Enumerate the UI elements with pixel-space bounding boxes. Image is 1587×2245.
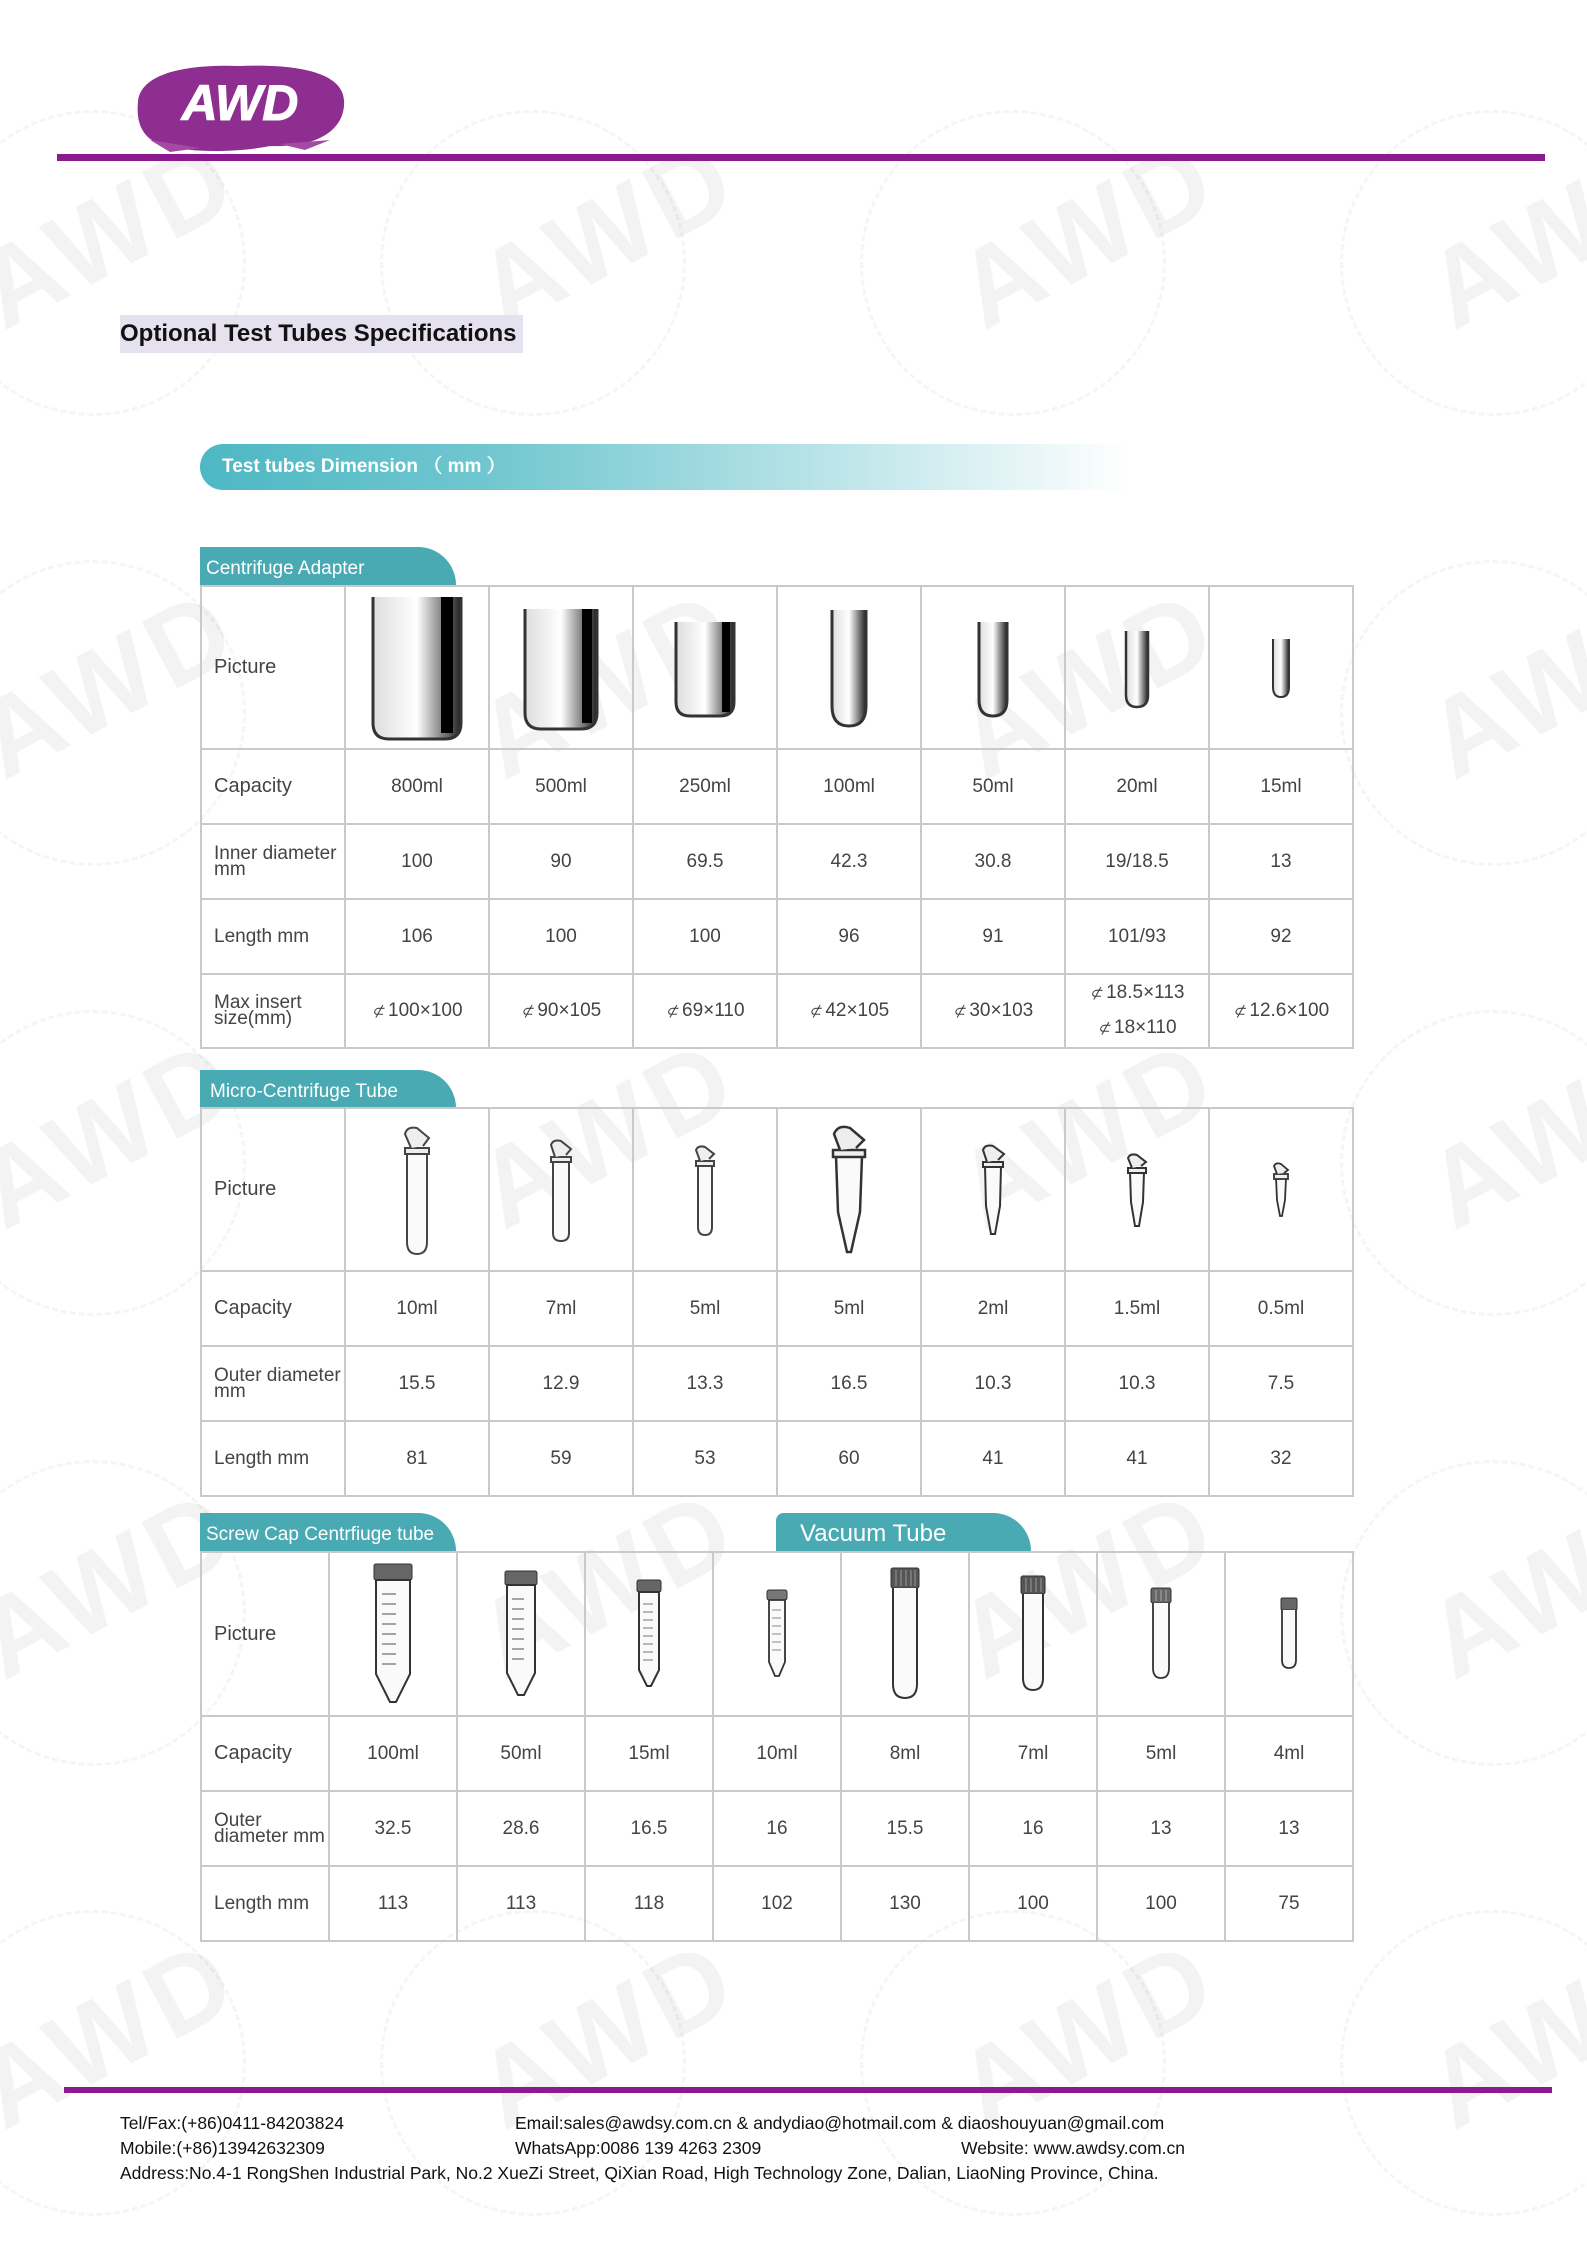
max-insert-value: ⊄ 12.6×100 bbox=[1209, 974, 1353, 1048]
tube-image bbox=[489, 1108, 633, 1271]
page-title: Optional Test Tubes Specifications bbox=[120, 315, 523, 353]
diameter-symbol: ⊄ bbox=[371, 1003, 385, 1020]
tube-image bbox=[921, 1108, 1065, 1271]
screw-vacuum-table bbox=[200, 1551, 1354, 1942]
footer-mobile: Mobile:(+86)13942632309 bbox=[120, 2138, 325, 2158]
diameter-symbol: ⊄ bbox=[808, 1003, 822, 1020]
length-value: 81 bbox=[345, 1421, 489, 1496]
length-value: 100 bbox=[489, 899, 633, 974]
max-insert-value: ⊄ 30×103 bbox=[921, 974, 1065, 1048]
length-value: 41 bbox=[921, 1421, 1065, 1496]
inner-diameter-value: 13 bbox=[1209, 824, 1353, 899]
max-insert-value: ⊄ 100×100 bbox=[345, 974, 489, 1048]
footer-rule bbox=[64, 2087, 1552, 2093]
outer-diameter-value: 10.3 bbox=[921, 1346, 1065, 1421]
capacity-value: 20ml bbox=[1065, 749, 1209, 824]
diameter-symbol: ⊄ bbox=[665, 1003, 679, 1020]
outer-diameter-value: 12.9 bbox=[489, 1346, 633, 1421]
outer-diameter-value: 13 bbox=[1097, 1791, 1225, 1866]
outer-diameter-value: 7.5 bbox=[1209, 1346, 1353, 1421]
length-value: 100 bbox=[633, 899, 777, 974]
tube-image bbox=[1065, 586, 1209, 749]
outer-diameter-value: 16.5 bbox=[777, 1346, 921, 1421]
tube-image bbox=[1209, 586, 1353, 749]
max-insert-value: ⊄ 69×110 bbox=[633, 974, 777, 1048]
inner-diameter-value: 42.3 bbox=[777, 824, 921, 899]
awd-logo bbox=[130, 62, 350, 157]
row-label-picture: Picture bbox=[201, 586, 345, 749]
row-label-length: Length mm bbox=[201, 899, 345, 974]
capacity-value: 15ml bbox=[585, 1716, 713, 1791]
length-value: 32 bbox=[1209, 1421, 1353, 1496]
tube-image bbox=[1225, 1552, 1353, 1716]
capacity-value: 800ml bbox=[345, 749, 489, 824]
header-rule bbox=[57, 154, 1545, 161]
inner-diameter-value: 100 bbox=[345, 824, 489, 899]
centrifuge-adapter-tab: Centrifuge Adapter bbox=[200, 547, 456, 585]
outer-diameter-value: 10.3 bbox=[1065, 1346, 1209, 1421]
tube-image bbox=[329, 1552, 457, 1716]
inner-diameter-value: 30.8 bbox=[921, 824, 1065, 899]
length-value: 92 bbox=[1209, 899, 1353, 974]
row-label-picture: Picture bbox=[201, 1552, 329, 1716]
capacity-value: 10ml bbox=[713, 1716, 841, 1791]
vacuum-tube-tab: Vacuum Tube bbox=[776, 1513, 1031, 1551]
capacity-value: 7ml bbox=[969, 1716, 1097, 1791]
row-label-inner-diameter: Inner diameter mm bbox=[201, 824, 345, 899]
row-label-picture: Picture bbox=[201, 1108, 345, 1271]
length-value: 100 bbox=[1097, 1866, 1225, 1941]
screw-cap-tab: Screw Cap Centrfiuge tube bbox=[200, 1513, 456, 1551]
length-value: 101/93 bbox=[1065, 899, 1209, 974]
capacity-value: 7ml bbox=[489, 1271, 633, 1346]
capacity-value: 50ml bbox=[921, 749, 1065, 824]
tube-image bbox=[633, 586, 777, 749]
tube-image bbox=[921, 586, 1065, 749]
length-value: 91 bbox=[921, 899, 1065, 974]
tube-image bbox=[345, 1108, 489, 1271]
dimension-banner: Test tubes Dimension （ mm ） bbox=[200, 444, 1130, 490]
capacity-value: 2ml bbox=[921, 1271, 1065, 1346]
length-value: 118 bbox=[585, 1866, 713, 1941]
length-value: 113 bbox=[457, 1866, 585, 1941]
capacity-value: 10ml bbox=[345, 1271, 489, 1346]
max-insert-value: ⊄ 42×105 bbox=[777, 974, 921, 1048]
row-label-capacity: Capacity bbox=[201, 1271, 345, 1346]
length-value: 130 bbox=[841, 1866, 969, 1941]
outer-diameter-value: 13 bbox=[1225, 1791, 1353, 1866]
tube-image bbox=[969, 1552, 1097, 1716]
footer-website: Website: www.awdsy.com.cn bbox=[961, 2138, 1186, 2158]
capacity-value: 100ml bbox=[777, 749, 921, 824]
micro-centrifuge-table bbox=[200, 1107, 1354, 1497]
outer-diameter-value: 15.5 bbox=[345, 1346, 489, 1421]
length-value: 106 bbox=[345, 899, 489, 974]
outer-diameter-value: 16.5 bbox=[585, 1791, 713, 1866]
length-value: 41 bbox=[1065, 1421, 1209, 1496]
tube-image bbox=[345, 586, 489, 749]
length-value: 75 bbox=[1225, 1866, 1353, 1941]
capacity-value: 5ml bbox=[1097, 1716, 1225, 1791]
capacity-value: 250ml bbox=[633, 749, 777, 824]
max-insert-value: ⊄ 90×105 bbox=[489, 974, 633, 1048]
row-label-outer-diameter: Outer diameter mm bbox=[201, 1346, 345, 1421]
footer-tel: Tel/Fax:(+86)0411-84203824 bbox=[120, 2113, 344, 2133]
capacity-value: 5ml bbox=[633, 1271, 777, 1346]
row-label-max-insert: Max insert size(mm) bbox=[201, 974, 345, 1048]
diameter-symbol: ⊄ bbox=[1097, 1020, 1111, 1037]
row-label-capacity: Capacity bbox=[201, 1716, 329, 1791]
tube-image bbox=[777, 586, 921, 749]
length-value: 100 bbox=[969, 1866, 1097, 1941]
length-value: 102 bbox=[713, 1866, 841, 1941]
footer-address: Address:No.4-1 RongShen Industrial Park, No.2 XueZi Street, QiXian Road, High Technology Zone, Dalian, LiaoNing Province, China. bbox=[120, 2163, 1159, 2183]
row-label-outer-diameter: Outer diameter mm bbox=[201, 1791, 329, 1866]
capacity-value: 1.5ml bbox=[1065, 1271, 1209, 1346]
length-value: 96 bbox=[777, 899, 921, 974]
capacity-value: 50ml bbox=[457, 1716, 585, 1791]
capacity-value: 8ml bbox=[841, 1716, 969, 1791]
capacity-value: 15ml bbox=[1209, 749, 1353, 824]
length-value: 59 bbox=[489, 1421, 633, 1496]
micro-centrifuge-tab: Micro-Centrifuge Tube bbox=[200, 1070, 456, 1108]
footer-whatsapp: WhatsApp:0086 139 4263 2309 bbox=[515, 2138, 762, 2158]
row-label-length: Length mm bbox=[201, 1866, 329, 1941]
centrifuge-adapter-table bbox=[200, 585, 1354, 1049]
diameter-symbol: ⊄ bbox=[952, 1003, 966, 1020]
row-label-capacity: Capacity bbox=[201, 749, 345, 824]
diameter-symbol: ⊄ bbox=[1089, 985, 1103, 1002]
tube-image bbox=[713, 1552, 841, 1716]
tube-image bbox=[489, 586, 633, 749]
tube-image bbox=[1065, 1108, 1209, 1271]
capacity-value: 500ml bbox=[489, 749, 633, 824]
svg-text:AWD: AWD bbox=[181, 75, 299, 131]
tube-image bbox=[457, 1552, 585, 1716]
tube-image bbox=[1209, 1108, 1353, 1271]
inner-diameter-value: 90 bbox=[489, 824, 633, 899]
outer-diameter-value: 13.3 bbox=[633, 1346, 777, 1421]
capacity-value: 5ml bbox=[777, 1271, 921, 1346]
outer-diameter-value: 15.5 bbox=[841, 1791, 969, 1866]
footer-email: Email:sales@awdsy.com.cn & andydiao@hotmail.com & diaoshouyuan@gmail.com bbox=[515, 2113, 1165, 2133]
tube-image bbox=[1097, 1552, 1225, 1716]
inner-diameter-value: 69.5 bbox=[633, 824, 777, 899]
max-insert-value: ⊄ 18.5×113 ⊄ 18×110 bbox=[1065, 974, 1209, 1048]
diameter-symbol: ⊄ bbox=[520, 1003, 534, 1020]
length-value: 53 bbox=[633, 1421, 777, 1496]
tube-image bbox=[841, 1552, 969, 1716]
capacity-value: 100ml bbox=[329, 1716, 457, 1791]
outer-diameter-value: 16 bbox=[713, 1791, 841, 1866]
outer-diameter-value: 16 bbox=[969, 1791, 1097, 1866]
inner-diameter-value: 19/18.5 bbox=[1065, 824, 1209, 899]
capacity-value: 4ml bbox=[1225, 1716, 1353, 1791]
tube-image bbox=[633, 1108, 777, 1271]
length-value: 113 bbox=[329, 1866, 457, 1941]
capacity-value: 0.5ml bbox=[1209, 1271, 1353, 1346]
row-label-length: Length mm bbox=[201, 1421, 345, 1496]
length-value: 60 bbox=[777, 1421, 921, 1496]
tube-image bbox=[777, 1108, 921, 1271]
outer-diameter-value: 32.5 bbox=[329, 1791, 457, 1866]
tube-image bbox=[585, 1552, 713, 1716]
outer-diameter-value: 28.6 bbox=[457, 1791, 585, 1866]
diameter-symbol: ⊄ bbox=[1232, 1003, 1246, 1020]
